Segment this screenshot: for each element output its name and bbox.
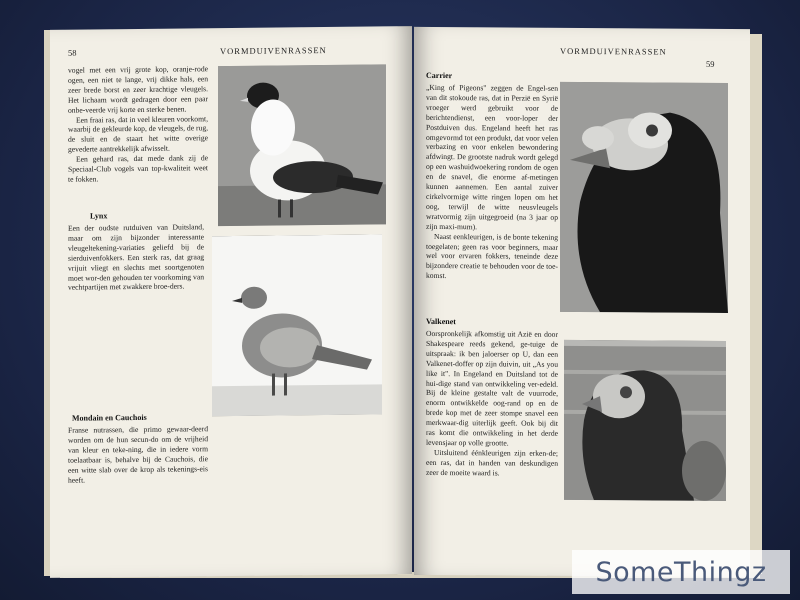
right-running-head: VORMDUIVENRASSEN [560, 45, 667, 57]
left-page-number: 58 [68, 47, 77, 58]
left-page [50, 26, 412, 578]
intro-paragraph: vogel met een vrij grote kop, oranje-rode ogen, een niet te lange, vrij dikke hals, een zeer brede borst en zeer krachtige vleugels. Het lichaam wordt gedragen door een paar onbe-veerde vrij korte en sterke benen. [68, 64, 208, 115]
left-running-head: VORMDUIVENRASSEN [220, 44, 327, 57]
lynx-heading: Lynx [90, 211, 108, 221]
valkenet-paragraph: Uitsluitend éénkleurigen zijn erken-de; een ras, dat in handen van deskundigen zeer de moeite waard is. [426, 447, 558, 478]
mondain-heading: Mondain en Cauchois [72, 412, 147, 423]
valkenet-pigeon-photo [564, 340, 726, 501]
pouter-pigeon-photo [218, 64, 386, 226]
intro-paragraph: Een fraai ras, dat in veel kleuren voorkomt, waarbij de gekleurde kop, de vleugels, de rug, de sluit en de staart het witte overige gevederte aantrekkelijk afwisselt. [68, 113, 209, 154]
right-page-number: 59 [706, 58, 715, 69]
lynx-pigeon-photo [212, 234, 382, 416]
mondain-text: Franse nutrassen, die primo gewaar-deerd worden om de hun secun-do om de vrijheid van kleur en teke-ning, die in iedere vorm toelaatbaar is, behalve bij de Cauchois, die een witte slab over de krop als tekenings-eis heeft. [68, 424, 208, 485]
valkenet-heading: Valkenet [426, 316, 456, 327]
left-intro-text [68, 64, 208, 184]
carrier-text [426, 83, 558, 282]
watermark [572, 550, 790, 594]
valkenet-paragraph: Oorspronkelijk afkomstig uit Azië en door Shakespeare reeds gekend, ge-tuige de uitspraak: ik ben jaloerser op U, dan een Valkenet-doffer op zijn duivin, uit „As you like it". In Engeland en Duitsland tot de hui-dige stand van ontwikkeling ver-edeld. Bij de kleine gestalte valt de vuurrode, enorm ontwikkelde oog-rand op en de brede kop met de zeer stompe snavel een merkwaar-dig uiterlijk geeft. Ook bij dit ras komt die ontwikkeling in het derde levensjaar op volle grootte. [426, 328, 558, 448]
carrier-heading: Carrier [426, 70, 453, 81]
carrier-pigeon-photo [560, 82, 728, 313]
carrier-paragraph: Naast eenkleurigen, is de bonte tekening toegelaten; geen ras voor beginners, maar wel voor ervaren fokkers, teneinde deze bijzondere creatie te behouden voor de toe-komst. [426, 231, 558, 281]
watermark-text: SomeThingz [595, 556, 767, 588]
carrier-paragraph: „King of Pigeons" zeggen de Engel-sen van dit stokoude ras, dat in Perzië en Syrië vroeger werd gebruikt voor de berichtendienst, een voor-loper der Postduiven dus. Engeland heeft het ras omgevormd tot een produkt, dat voor velen verbazing en voor enkelen bewondering afdwingt. De grootste nadruk wordt gelegd op een washuidwoekering rondom de ogen en de snavel, die enorme af-metingen kunnen aannemen. Een aantal zuiver cirkelvormige witte ringen lopen om het oog, terwijl de witte neusvleugels wratvormig zijn uitgegroeid (na 3 jaar op zijn maxi-mum). [426, 82, 558, 231]
intro-paragraph: Een gehard ras, dat mede dank zij de Speciaal-Club vogels van top-kwaliteit weet te fokken. [68, 153, 208, 184]
right-page-edges [748, 34, 762, 574]
right-page [414, 27, 750, 577]
lynx-text: Een der oudste rutduiven van Duitsland, maar om zijn bijzonder interessante vleugeltekening-variaties geliefd bij de sierduivenfokkers. Een sterk ras, dat graag vrijuit vliegt en slechts met soortgenoten moet wor-den gehouden ter voorkoming van vechtpartijen met zwakkere broe-ders. [68, 222, 204, 293]
valkenet-text [426, 329, 558, 479]
